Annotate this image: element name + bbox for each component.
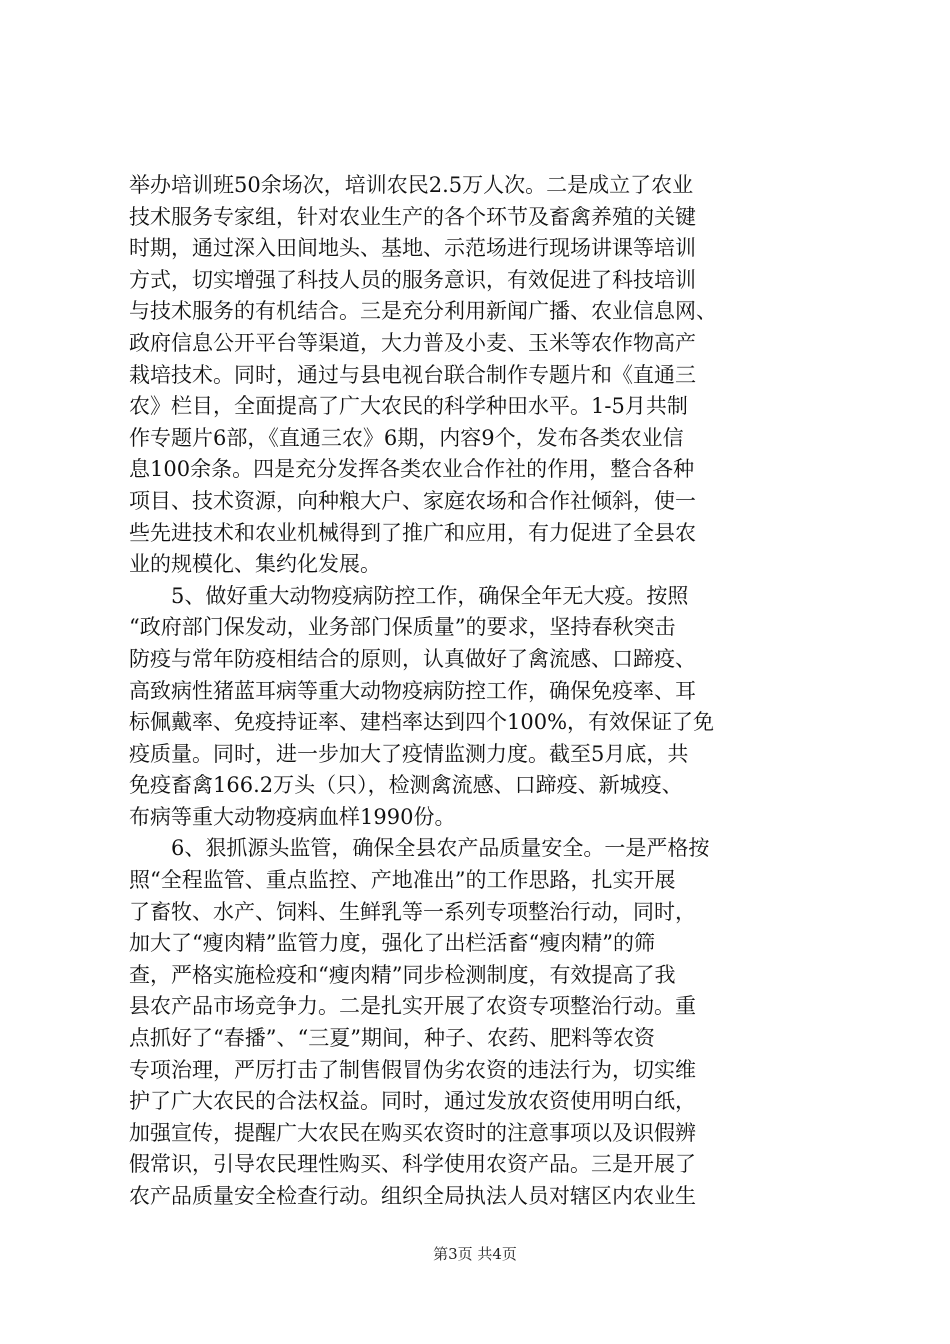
document-body xyxy=(129,170,839,1213)
text-line: 政府信息公开平台等渠道，大力普及小麦、玉米等农作物高产 xyxy=(129,330,696,355)
text-line: 栽培技术。同时，通过与县电视台联合制作专题片和《直通三 xyxy=(129,362,696,387)
text-line: 标佩戴率、免疫持证率、建档率达到四个100%，有效保证了免 xyxy=(129,710,715,735)
text-line: 疫质量。同时，进一步加大了疫情监测力度。截至5月底，共 xyxy=(129,741,689,766)
text-line: 布病等重大动物疫病血样1990份。 xyxy=(129,804,456,829)
text-line: 假常识，引导农民理性购买、科学使用农资产品。三是开展了 xyxy=(129,1152,696,1177)
text-line: 加强宣传，提醒广大农民在购买农资时的注意事项以及识假辨 xyxy=(129,1120,696,1145)
text-line: 项目、技术资源，向种粮大户、家庭农场和合作社倾斜，使一 xyxy=(129,488,696,513)
paragraph-6-heading-line: 6、狠抓源头监管，确保全县农产品质量安全。一是严格按 xyxy=(129,836,710,861)
text-line: 举办培训班50余场次，培训农民2.5万人次。二是成立了农业 xyxy=(129,173,694,197)
text-line: 护了广大农民的合法权益。同时，通过发放农资使用明白纸， xyxy=(129,1089,696,1114)
text-line: 方式，切实增强了科技人员的服务意识，有效促进了科技培训 xyxy=(129,267,696,292)
text-line: 免疫畜禽166.2万头（只），检测禽流感、口蹄疫、新城疫、 xyxy=(129,773,683,798)
text-line: 作专题片6部，《直通三农》6期，内容9个，发布各类农业信 xyxy=(129,425,684,450)
text-line: 防疫与常年防疫相结合的原则，认真做好了禽流感、口蹄疫、 xyxy=(129,646,696,671)
text-line: 些先进技术和农业机械得到了推广和应用，有力促进了全县农 xyxy=(129,520,696,545)
paragraph-5-heading-line: 5、做好重大动物疫病防控工作，确保全年无大疫。按照 xyxy=(129,583,689,608)
text-line: 照“全程监管、重点监控、产地准出”的工作思路，扎实开展 xyxy=(129,868,676,893)
text-line: 业的规模化、集约化发展。 xyxy=(129,552,381,577)
text-line: 点抓好了“春播”、“三夏”期间，种子、农药、肥料等农资 xyxy=(129,1026,655,1051)
text-line: 与技术服务的有机结合。三是充分利用新闻广播、农业信息网、 xyxy=(129,299,717,324)
text-line: 农产品质量安全检查行动。组织全局执法人员对辖区内农业生 xyxy=(129,1184,696,1208)
text-line: 时期，通过深入田间地头、基地、示范场进行现场讲课等培训 xyxy=(129,236,696,261)
text-line: 加大了“瘦肉精”监管力度，强化了出栏活畜“瘦肉精”的筛 xyxy=(129,931,655,956)
page-footer: 第3页 共4页 xyxy=(433,1245,517,1263)
text-line: 了畜牧、水产、饲料、生鲜乳等一系列专项整治行动，同时， xyxy=(129,899,696,924)
text-line: “政府部门保发动，业务部门保质量”的要求，坚持春秋突击 xyxy=(129,615,676,640)
text-line: 县农产品市场竞争力。二是扎实开展了农资专项整治行动。重 xyxy=(129,994,696,1019)
text-line: 技术服务专家组，针对农业生产的各个环节及畜禽养殖的关键 xyxy=(129,204,696,229)
text-line: 息100余条。四是充分发挥各类农业合作社的作用，整合各种 xyxy=(129,457,695,482)
text-line: 农》栏目，全面提高了广大农民的科学种田水平。1-5月共制 xyxy=(129,394,688,419)
text-line: 查，严格实施检疫和“瘦肉精”同步检测制度，有效提高了我 xyxy=(129,962,676,987)
text-line: 高致病性猪蓝耳病等重大动物疫病防控工作，确保免疫率、耳 xyxy=(129,678,696,703)
text-line: 专项治理，严厉打击了制售假冒伪劣农资的违法行为，切实维 xyxy=(129,1057,696,1082)
